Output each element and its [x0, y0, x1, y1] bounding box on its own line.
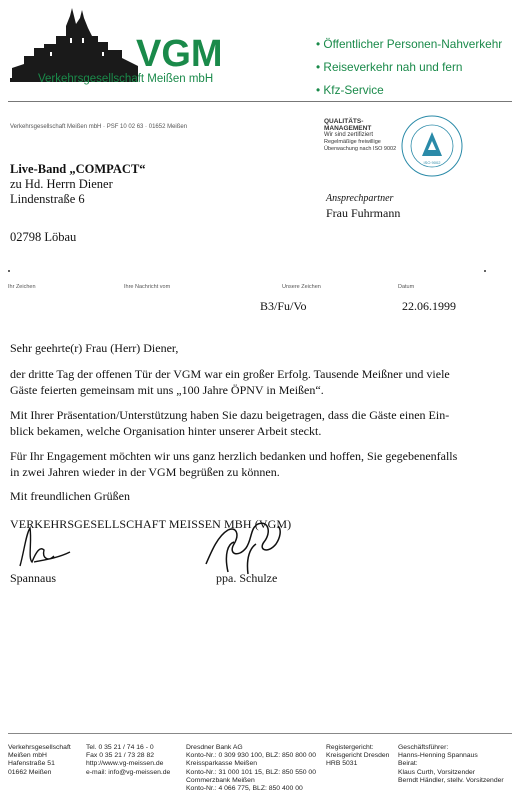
signature-spannaus: [14, 522, 74, 572]
header-divider: [8, 101, 512, 102]
paragraph-line: Gäste feierten gemeinsam mit uns „100 Jahre ÖPNV in Meißen“.: [10, 383, 324, 397]
our-reference: B3/Fu/Vo: [260, 299, 307, 313]
paragraph-line: in zwei Jahren wieder in der VGM begrüßen zu können.: [10, 465, 280, 479]
paragraph-1: [10, 366, 470, 398]
closing: Mit freundlichen Grüßen: [10, 489, 130, 503]
footer-line: Konto-Nr.: 0 309 930 100, BLZ: 850 800 00: [186, 752, 316, 760]
footer-line: Konto-Nr.: 31 000 101 15, BLZ: 850 550 00: [186, 768, 316, 776]
paragraph-2: [10, 407, 470, 439]
quality-title: QUALITÄTS-: [324, 118, 364, 125]
contact-label: Ansprechpartner: [326, 193, 394, 204]
service-item: • Öffentlicher Personen-Nahverkehr: [316, 33, 502, 56]
castle-icon: [12, 8, 138, 78]
footer-line: Kreissparkasse Meißen: [186, 760, 258, 768]
sender-line: Verkehrsgesellschaft Meißen mbH · PSF 10 02 63 · 01652 Meißen: [10, 124, 188, 130]
ref-label-our-ref: Unsere Zeichen: [282, 284, 321, 290]
recipient-city: 02798 Löbau: [10, 230, 77, 244]
paragraph-line: blick bekamen, welche Organisation hinter unserer Arbeit steckt.: [10, 424, 322, 438]
footer-fax: Fax 0 35 21 / 73 28 82: [86, 752, 155, 760]
letter-date: 22.06.1999: [402, 299, 456, 313]
footer-line: Registergericht:: [326, 744, 374, 751]
paragraph-line: Für Ihr Engagement möchten wir uns ganz herzlich bedanken und hoffen, Sie gegebenenfalls: [10, 449, 458, 463]
recipient-street: Lindenstraße 6: [10, 192, 85, 206]
signer-schulze: ppa. Schulze: [216, 571, 278, 585]
fold-mark: [484, 270, 486, 272]
recipient-attn: zu Hd. Herrn Diener: [10, 177, 113, 191]
ref-label-your-ref: Ihr Zeichen: [8, 284, 36, 290]
service-item: • Kfz-Service: [316, 79, 502, 102]
footer-line: Hanns-Henning Spannaus: [398, 752, 478, 760]
quality-subtitle: Wir sind zertifiziert: [324, 132, 374, 138]
recipient-name: Live-Band „COMPACT“: [10, 162, 146, 176]
quality-block: [324, 118, 408, 153]
service-item: • Reiseverkehr nah und fern: [316, 56, 502, 79]
company-name: Verkehrsgesellschaft Meißen mbH: [38, 73, 214, 85]
footer-line: Klaus Curth, Vorsitzender: [398, 768, 476, 776]
paragraph-3: [10, 448, 470, 480]
certification-seal-icon: [400, 114, 464, 178]
paragraph-line: Mit Ihrer Präsentation/Unterstützung haben Sie dazu beigetragen, dass die Gäste einen Ein-: [10, 408, 450, 422]
ref-label-date: Datum: [398, 284, 415, 290]
footer-line: Beirat:: [398, 760, 418, 768]
quality-note: Überwachung nach ISO 9002: [324, 146, 397, 152]
quality-note: Regelmäßige freiwillige: [324, 139, 381, 145]
recipient-address: [10, 162, 146, 207]
service-list: [316, 33, 502, 102]
footer-banks: [186, 744, 316, 793]
footer-line: HRB 5031: [326, 760, 358, 768]
footer-management: [398, 744, 504, 785]
footer-email-link[interactable]: e-mail: info@vg-meissen.de: [86, 768, 171, 776]
footer-line: Meißen mbH: [8, 752, 47, 760]
salutation: Sehr geehrte(r) Frau (Herr) Diener,: [10, 341, 179, 355]
footer-line: Dresdner Bank AG: [186, 744, 243, 751]
footer-line: Konto-Nr.: 4 066 775, BLZ: 850 400 00: [186, 785, 303, 793]
footer-line: Kreisgericht Dresden: [326, 752, 390, 760]
seal-text: ISO 9002: [423, 160, 441, 165]
signature-schulze: [198, 514, 288, 578]
ref-label-your-message: Ihre Nachricht vom: [124, 284, 171, 290]
footer-line: Berndt Händler, stellv. Vorsitzender: [398, 776, 504, 784]
signer-spannaus: Spannaus: [10, 571, 56, 585]
footer-phone: Tel. 0 35 21 / 74 16 - 0: [86, 744, 154, 751]
logo-text: VGM: [136, 33, 223, 75]
footer-contact: [86, 744, 170, 777]
footer-website-link[interactable]: http://www.vg-meissen.de: [86, 760, 164, 768]
paragraph-line: der dritte Tag der offenen Tür der VGM war ein großer Erfolg. Tausende Meißner und viele: [10, 367, 450, 381]
footer-register: [326, 744, 389, 769]
footer-line: Geschäftsführer:: [398, 744, 449, 751]
footer-company: [8, 744, 71, 777]
footer-line: 01662 Meißen: [8, 768, 52, 776]
footer-divider: [8, 733, 512, 734]
footer-line: Verkehrsgesellschaft: [8, 744, 71, 751]
contact-name: Frau Fuhrmann: [326, 206, 401, 220]
fold-mark: [8, 270, 10, 272]
quality-title: MANAGEMENT: [324, 125, 372, 132]
footer-line: Hafenstraße 51: [8, 760, 55, 768]
firm-name: VERKEHRSGESELLSCHAFT MEISSEN MBH (VGM): [10, 517, 292, 531]
footer-line: Commerzbank Meißen: [186, 776, 255, 784]
